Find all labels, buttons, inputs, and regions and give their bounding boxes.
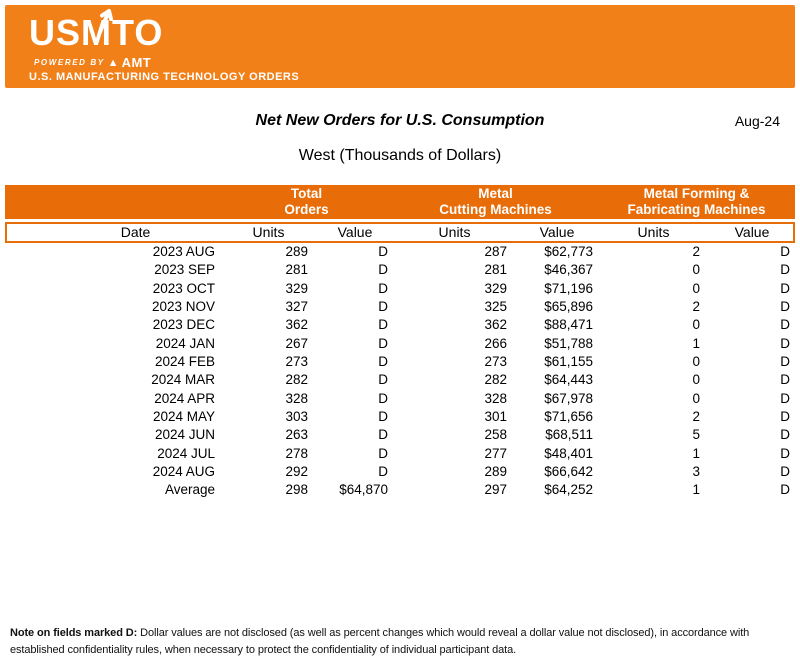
note-bold-label: Note on fields marked D: xyxy=(10,627,138,639)
column-header-units: Units xyxy=(252,224,285,240)
units-cell: 0 xyxy=(692,372,700,388)
units-cell: 328 xyxy=(285,390,308,406)
units-cell: 2 xyxy=(692,244,700,259)
value-cell: D xyxy=(780,299,790,315)
units-cell: 1 xyxy=(692,482,700,498)
usmto-banner xyxy=(5,5,795,88)
column-header-units: Units xyxy=(438,224,471,240)
units-cell: 267 xyxy=(285,335,308,351)
logo-arrow-icon xyxy=(94,5,116,33)
value-cell: D xyxy=(378,409,388,425)
value-cell: D xyxy=(780,354,790,370)
units-cell: 287 xyxy=(484,244,507,259)
date-cell: 2024 JUL xyxy=(157,445,215,461)
value-cell: D xyxy=(378,464,388,480)
units-cell: 329 xyxy=(285,280,308,296)
group-header-metal-forming xyxy=(598,186,795,218)
value-cell: $61,155 xyxy=(544,354,593,370)
units-cell: 0 xyxy=(692,262,700,278)
date-cell: 2024 MAY xyxy=(152,409,215,425)
value-cell: D xyxy=(378,299,388,315)
value-cell: $71,196 xyxy=(544,280,593,296)
units-cell: 0 xyxy=(692,280,700,296)
group-label-line: Orders xyxy=(284,202,329,217)
value-cell: $71,656 xyxy=(544,409,593,425)
units-cell: 289 xyxy=(484,464,507,480)
table-column-header-row xyxy=(5,222,795,243)
date-cell: 2023 DEC xyxy=(152,317,215,333)
units-cell: 273 xyxy=(484,354,507,370)
units-cell: 289 xyxy=(285,244,308,259)
units-cell: 362 xyxy=(285,317,308,333)
value-cell: D xyxy=(780,464,790,480)
value-cell: D xyxy=(378,335,388,351)
value-cell: D xyxy=(378,244,388,259)
value-cell: D xyxy=(378,317,388,333)
units-cell: 327 xyxy=(285,299,308,315)
powered-by-amt xyxy=(34,55,151,70)
units-cell: 281 xyxy=(285,262,308,278)
amt-logo-icon: ▲ xyxy=(107,56,119,69)
value-cell: $65,896 xyxy=(544,299,593,315)
value-cell: D xyxy=(780,280,790,296)
date-cell: 2024 JUN xyxy=(154,427,215,443)
value-cell: $62,773 xyxy=(544,244,593,259)
column-header-units: Units xyxy=(637,224,670,240)
column-header-value: Value xyxy=(734,224,770,240)
group-label-line: Metal Forming & xyxy=(643,186,750,201)
group-label-line: Total xyxy=(290,186,323,201)
group-label-line: Fabricating Machines xyxy=(627,202,766,217)
value-cell: $68,511 xyxy=(545,427,593,443)
value-cell: D xyxy=(780,482,790,498)
value-cell: D xyxy=(780,262,790,278)
note-line-2: established confidentiality rules, when necessary to protect the confidentiality of individual participant data. xyxy=(10,644,517,656)
units-cell: 282 xyxy=(484,372,507,388)
column-header-value: Value xyxy=(539,224,575,240)
units-cell: 273 xyxy=(285,354,308,370)
value-cell: D xyxy=(378,372,388,388)
value-cell: $64,870 xyxy=(339,482,388,498)
value-cell: D xyxy=(378,280,388,296)
usmto-logo: USMTO xyxy=(29,12,164,53)
value-cell: D xyxy=(378,390,388,406)
value-cell: D xyxy=(378,354,388,370)
value-cell: D xyxy=(378,445,388,461)
orders-table xyxy=(5,185,795,500)
date-cell: 2023 SEP xyxy=(154,262,215,278)
date-cell: 2024 AUG xyxy=(152,464,215,480)
disclosure-note xyxy=(10,625,795,659)
value-cell: $64,252 xyxy=(544,482,593,498)
units-cell: 5 xyxy=(692,427,700,443)
date-cell: 2023 OCT xyxy=(152,280,215,296)
units-cell: 263 xyxy=(285,427,308,443)
value-cell: D xyxy=(780,244,790,259)
units-cell: 277 xyxy=(484,445,507,461)
table-group-header-row xyxy=(5,185,795,219)
units-cell: 3 xyxy=(692,464,700,480)
units-cell: 282 xyxy=(285,372,308,388)
value-cell: D xyxy=(780,427,790,443)
value-cell: $66,642 xyxy=(544,464,593,480)
units-cell: 258 xyxy=(484,427,507,443)
units-cell: 328 xyxy=(484,390,507,406)
value-cell: $46,367 xyxy=(544,262,593,278)
value-cell: $51,788 xyxy=(544,335,593,351)
date-cell: 2024 JAN xyxy=(155,335,215,351)
units-cell: 0 xyxy=(692,354,700,370)
units-cell: 1 xyxy=(692,335,700,351)
date-cell: 2023 AUG xyxy=(152,244,215,259)
column-header-value: Value xyxy=(337,224,373,240)
units-cell: 278 xyxy=(285,445,308,461)
value-cell: D xyxy=(780,372,790,388)
units-cell: 2 xyxy=(692,299,700,315)
report-title: Net New Orders for U.S. Consumption xyxy=(255,112,545,129)
value-cell: $67,978 xyxy=(544,390,593,406)
value-cell: $64,443 xyxy=(544,372,593,388)
value-cell: D xyxy=(378,427,388,443)
units-cell: 281 xyxy=(484,262,507,278)
units-cell: 0 xyxy=(692,317,700,333)
group-label-line: Metal xyxy=(478,186,513,201)
amt-label: AMT xyxy=(121,55,152,70)
units-cell: 301 xyxy=(484,409,507,425)
value-cell: D xyxy=(378,262,388,278)
units-cell: 329 xyxy=(484,280,507,296)
value-cell: D xyxy=(780,317,790,333)
value-cell: D xyxy=(780,409,790,425)
powered-by-label: POWERED BY xyxy=(34,58,105,67)
units-cell: 362 xyxy=(484,317,507,333)
units-cell: 0 xyxy=(692,390,700,406)
units-cell: 325 xyxy=(484,299,507,315)
value-cell: D xyxy=(780,335,790,351)
date-cell: 2024 MAR xyxy=(151,372,215,388)
table-body xyxy=(5,243,795,500)
units-cell: 1 xyxy=(692,445,700,461)
date-cell: 2024 FEB xyxy=(154,354,215,370)
units-cell: 292 xyxy=(285,464,308,480)
units-cell: 2 xyxy=(692,409,700,425)
group-header-total-orders xyxy=(220,186,393,218)
date-cell: Average xyxy=(164,482,215,498)
column-header-date: Date xyxy=(120,224,151,240)
value-cell: $88,471 xyxy=(544,317,593,333)
value-cell: D xyxy=(780,445,790,461)
note-line-1 xyxy=(10,625,795,642)
units-cell: 266 xyxy=(484,335,507,351)
report-period: Aug-24 xyxy=(734,113,780,129)
date-cell: 2024 APR xyxy=(154,390,215,406)
report-subtitle: West (Thousands of Dollars) xyxy=(298,147,502,164)
units-cell: 297 xyxy=(484,482,507,498)
note-text: Dollar values are not disclosed (as well as percent changes which would reveal a dollar value not disclosed), in accordance with xyxy=(137,627,750,639)
group-label-line: Cutting Machines xyxy=(439,202,552,217)
value-cell: D xyxy=(780,390,790,406)
units-cell: 298 xyxy=(285,482,308,498)
value-cell: $48,401 xyxy=(544,445,593,461)
date-cell: 2023 NOV xyxy=(151,299,215,315)
group-header-metal-cutting xyxy=(393,186,598,218)
units-cell: 303 xyxy=(285,409,308,425)
banner-tagline: U.S. MANUFACTURING TECHNOLOGY ORDERS xyxy=(29,71,300,83)
